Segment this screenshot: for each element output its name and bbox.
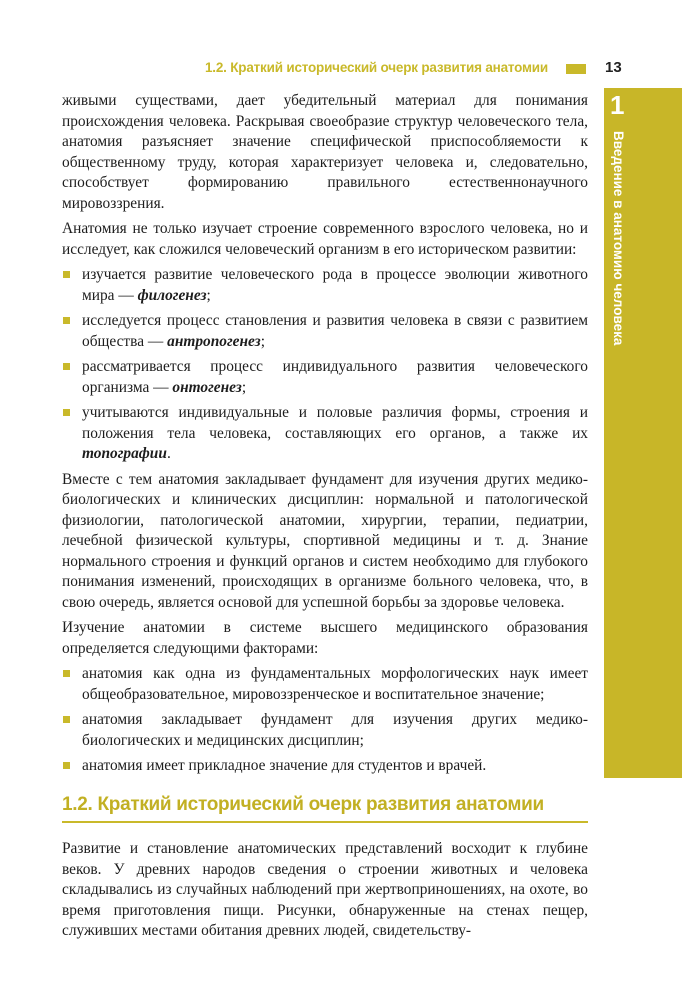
- list-item-term: топографии: [82, 445, 167, 462]
- bullet-marker-icon: [63, 670, 70, 677]
- section-heading: 1.2. Краткий исторический очерк развития анатомии: [62, 793, 544, 815]
- bullet-marker-icon: [63, 762, 70, 769]
- list-item: [62, 710, 588, 751]
- chapter-title-vertical: Введение в анатомию человека: [611, 131, 626, 346]
- list-item-text: изучается развитие человеческого рода в процессе эволюции животного мира —: [82, 266, 588, 304]
- page-body: [62, 91, 588, 947]
- list-item-text: рассматривается процесс индивидуального развития человеческого организма —: [82, 358, 588, 396]
- chapter-number: 1: [610, 90, 625, 120]
- page-number: 13: [605, 59, 622, 76]
- list-item-tail: ;: [206, 286, 211, 304]
- list-item: [62, 756, 588, 777]
- bullet-marker-icon: [63, 271, 70, 278]
- paragraph-1: живыми существами, дает убедительный материал для понимания происхождения человека. Раскрывая своеобразие структур человеческого тела, анатомия разъясняет значение специфической приспособляемости к общественному труду, которая характеризует человека и, следовательно, способствует формированию правильного естественнонаучного мировоззрения.: [62, 92, 588, 212]
- paragraph-4: Изучение анатомии в системе высшего медицинского образования определяется следующими факторами:: [62, 619, 588, 657]
- list-item: [62, 311, 588, 352]
- running-head: [0, 59, 682, 81]
- bullet-marker-icon: [63, 409, 70, 416]
- paragraph-5: Развитие и становление анатомических представлений восходит к глубине веков. У древних народов сведения о строении животных и человека складывались из случайных наблюдений при жертвоприношениях, на охоте, во время приготовления пищи. Рисунки, обнаруженные на стенах пещер, служивших местами обитания древних людей, свидетельству-: [62, 840, 588, 939]
- running-head-title: 1.2. Краткий исторический очерк развития анатомии: [204, 60, 548, 75]
- bullet-marker-icon: [63, 716, 70, 723]
- running-head-bar: [566, 64, 586, 74]
- list-item-text: учитываются индивидуальные и половые различия формы, строения и положения тела человека, составляющих его органов, а также их: [82, 404, 588, 442]
- list-item: [62, 664, 588, 705]
- list-item: [62, 357, 588, 398]
- list-item-text: анатомия как одна из фундаментальных морфологических наук имеет общеобразовательное, мировоззренческое и воспитательное значение;: [82, 665, 588, 703]
- list-item-term: филогенез: [137, 286, 207, 304]
- list-item-text: исследуется процесс становления и развития человека в связи с развитием общества —: [82, 312, 588, 350]
- list-item-text: анатомия имеет прикладное значение для студентов и врачей.: [82, 757, 487, 774]
- list-item: [62, 403, 588, 465]
- bullet-marker-icon: [63, 363, 70, 370]
- list-item: [62, 265, 588, 306]
- paragraph-2: Анатомия не только изучает строение современного взрослого человека, но и исследует, как сложился человеческий организм в его историческом развитии:: [62, 220, 588, 258]
- list-item-tail: .: [166, 445, 171, 462]
- section-heading-rule: [62, 821, 588, 823]
- list-item-term: онтогенез: [172, 378, 242, 396]
- paragraph-3: Вместе с тем анатомия закладывает фундамент для изучения других медико-биологических и клинических дисциплин: нормальной и патологической физиологии, патологической анатомии, хирургии, терапии, педиатрии, лечебной физической культуры, спортивной медицины и т. д. Знание нормального строения и функций органов и систем необходимо для глубокого понимания изменений, происходящих в организме больного человека, что, в свою очередь, является основой для успешной борьбы за здоровье человека.: [62, 470, 588, 611]
- list-item-tail: ;: [241, 378, 247, 396]
- bullet-marker-icon: [63, 317, 70, 324]
- list-item-tail: ;: [260, 332, 265, 350]
- list-item-term: антропогенез: [167, 332, 261, 350]
- list-item-text: анатомия закладывает фундамент для изучения других медико-биологических и медицинских дисциплин;: [82, 711, 588, 749]
